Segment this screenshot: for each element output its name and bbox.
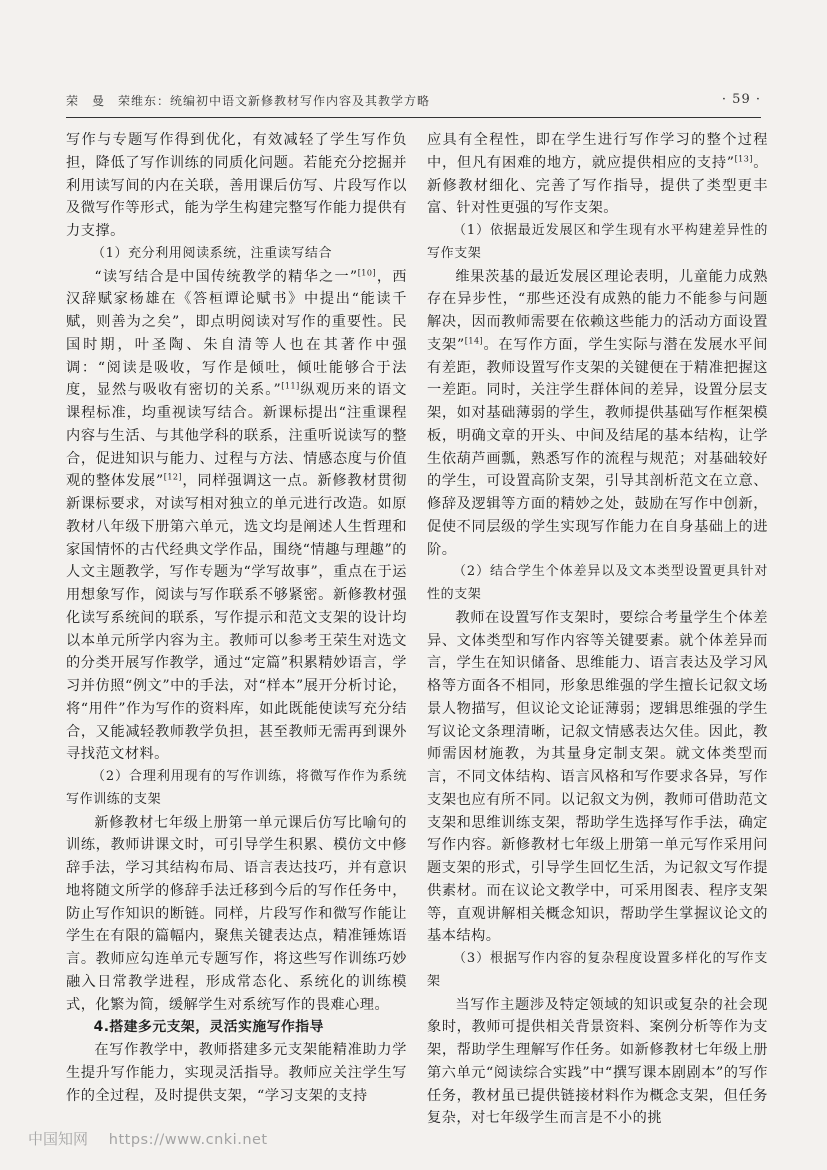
- subsection-heading: [66, 243, 407, 266]
- paragraph-text: 写作与专题写作得到优化，有效减轻了学生写作负担，降低了写作训练的同质化问题。若能充分挖掘并利用读写间的内在关联，善用课后仿写、片段写作以及微写作等形式，能为学生构建完整写作能力提供有力支撑。: [66, 132, 407, 239]
- body-paragraph: [427, 129, 768, 220]
- page-number: · 59 ·: [721, 92, 761, 107]
- header-title: 荣 曼 荣维东：统编初中语文新修教材写作内容及其教学方略: [66, 94, 431, 108]
- subsection-heading: [427, 948, 768, 994]
- subsection-heading: [427, 561, 768, 607]
- citation-marker: [10]: [357, 267, 377, 277]
- paragraph-text: （1）依据最近发展区和学生现有水平构建差异性的写作支架: [427, 223, 768, 261]
- body-paragraph: [66, 129, 407, 243]
- paragraph-text: 当写作主题涉及特定领域的知识或复杂的社会现象时，教师可提供相关背景资料、案例分析等作为支架，帮助学生理解写作任务。如新修教材七年级上册第六单元“阅读综合实践”中“撰写课本剧剧本”的写作任务，教材虽已提供链接材料作为概念支架，但任务复杂，对七年级学生而言是不小的挑: [427, 996, 768, 1127]
- paragraph-text: （3）根据写作内容的复杂程度设置多样化的写作支架: [427, 951, 768, 989]
- paragraph-text: 应具有全程性，即在学生进行写作学习的整个过程中，但凡有困难的地方，就应提供相应的支持”: [427, 132, 768, 171]
- running-header: [66, 92, 761, 109]
- right-column: [427, 129, 768, 1129]
- cnki-logo-text: 中国知网: [28, 1130, 89, 1148]
- citation-marker: [13]: [734, 154, 753, 164]
- paragraph-text: （1）充分利用阅读系统，注重读写结合: [92, 245, 333, 261]
- body-paragraph: [427, 266, 768, 562]
- body-paragraph: [427, 607, 768, 948]
- section-heading: [66, 1016, 407, 1039]
- paragraph-text: 4.搭建多元支架，灵活实施写作指导: [93, 1019, 324, 1036]
- subsection-heading: [66, 766, 407, 812]
- body-paragraph: [66, 1039, 407, 1107]
- body-paragraph: [66, 266, 407, 767]
- paragraph-text: ，同样强调这一点。新修教材贯彻新课标要求，对读写相对独立的单元进行改造。如原教材八年级下册第六单元，选文均是阐述人生哲理和家国情怀的古代经典文学作品，围绕“情趣与理趣”的人文主题教学，写作专题为“学写故事”，重点在于运用想象写作，阅读与写作联系不够紧密。新修教材强化读写系统间的联系，写作提示和范文支架的设计均以本单元所学内容为主。教师可以参考王荣生对选文的分类开展写作教学，通过“定篇”积累精妙语言，学习并仿照“例文”中的手法，对“样本”展开分析讨论，将“用件”作为写作的资料库，如此既能使读写充分结合，又能减轻教师教学负担，甚至教师无需再到课外寻找范文材料。: [66, 473, 407, 763]
- paragraph-text: （2）合理利用现有的写作训练，将微写作作为系统写作训练的支架: [66, 769, 407, 807]
- paragraph-text: 新修教材七年级上册第一单元课后仿写比喻句的训练，教师讲课文时，可引导学生积累、模仿文中修辞手法，学习其结构布局、语言表达技巧，并有意识地将随文所学的修辞手法迁移到今后的写作任务中，防止写作知识的断链。同样，片段写作和微写作能让学生在有限的篇幅内，聚焦关键表达点，精准锤炼语言。教师应勾连单元专题写作，将这些写作训练巧妙融入日常教学进程，形成常态化、系统化的训练模式，化繁为简，缓解学生对系统写作的畏难心理。: [66, 814, 407, 1013]
- left-column: [66, 129, 407, 1129]
- footer-watermark: [28, 1128, 268, 1149]
- cnki-url: https://www.cnki.net: [108, 1132, 268, 1148]
- paragraph-text: 在写作教学中，教师搭建多元支架能精准助力学生提升写作能力，实现灵活指导。教师应关注学生写作的全过程，及时提供支架，“学习支架的支持: [66, 1042, 407, 1104]
- body-paragraph: [66, 812, 407, 1017]
- paragraph-text: ，西汉辞赋家杨雄在《答桓谭论赋书》中提出“能读千赋，则善为之矣”，即点明阅读对写作的重要性。民国时期，叶圣陶、朱自清等人也在其著作中强调：“阅读是吸收，写作是倾吐，倾吐能够合于法度，显然与吸收有密切的关系。”: [66, 268, 407, 399]
- citation-marker: [14]: [464, 336, 484, 346]
- citation-marker: [11]: [281, 381, 300, 391]
- paragraph-text: 维果茨基的最近发展区理论表明，儿童能力成熟存在异步性，“那些还没有成熟的能力不能参与问题解决，因而教师需要在依赖这些能力的活动方面设置支架”: [427, 268, 768, 353]
- citation-marker: [12]: [163, 472, 183, 482]
- body-paragraph: [427, 994, 768, 1130]
- paragraph-text: 教师在设置写作支架时，要综合考量学生个体差异、文体类型和写作内容等关键要素。就个体差异而言，学生在知识储备、思维能力、语言表达及学习风格等方面各不相同，形象思维强的学生擅长记叙文场景人物描写，但议论文论证薄弱；逻辑思维强的学生写议论文条理清晰，记叙文情感表达欠佳。因此，教师需因材施教，为其量身定制支架。就文体类型而言，不同文体结构、语言风格和写作要求各异，写作支架也应有所不同。以记叙文为例，教师可借助范文支架和思维训练支架，帮助学生选择写作手法，确定写作内容。新修教材七年级上册第一单元写作采用问题支架的形式，引导学生回忆生活，为记叙文写作提供素材。而在议论文教学中，可采用图表、程序支架等，直观讲解相关概念知识，帮助学生掌握议论文的基本结构。: [427, 609, 768, 945]
- paragraph-text: 。在写作方面，学生实际与潜在发展水平间有差距，教师设置写作支架的关键便在于精准把握这一差距。同时，关注学生群体间的差异，设置分层支架，如对基础薄弱的学生，教师提供基础写作框架模板，明确文章的开头、中间及结尾的基本结构，让学生依葫芦画瓢，熟悉写作的流程与规范；对基础较好的学生，可设置高阶支架，引导其剖析范文在立意、修辞及逻辑等方面的精妙之处，鼓励在写作中创新，促使不同层级的学生实现写作能力在自身基础上的进阶。: [427, 336, 768, 558]
- paragraph-text: “读写结合是中国传统教学的精华之一”: [94, 268, 358, 285]
- paragraph-text: 纵观历来的语文课程标准，均重视读写结合。新课标提出“注重课程内容与生活、与其他学科的联系，注重听说读写的整合，促进知识与能力、过程与方法、情感态度与价值观的整体发展”: [66, 382, 407, 490]
- subsection-heading: [427, 220, 768, 266]
- header-rule: [66, 117, 761, 118]
- paragraph-text: 。新修教材细化、完善了写作指导，提供了类型更丰富、针对性更强的写作支架。: [427, 154, 768, 217]
- paragraph-text: （2）结合学生个体差异以及文本类型设置更具针对性的支架: [427, 564, 768, 602]
